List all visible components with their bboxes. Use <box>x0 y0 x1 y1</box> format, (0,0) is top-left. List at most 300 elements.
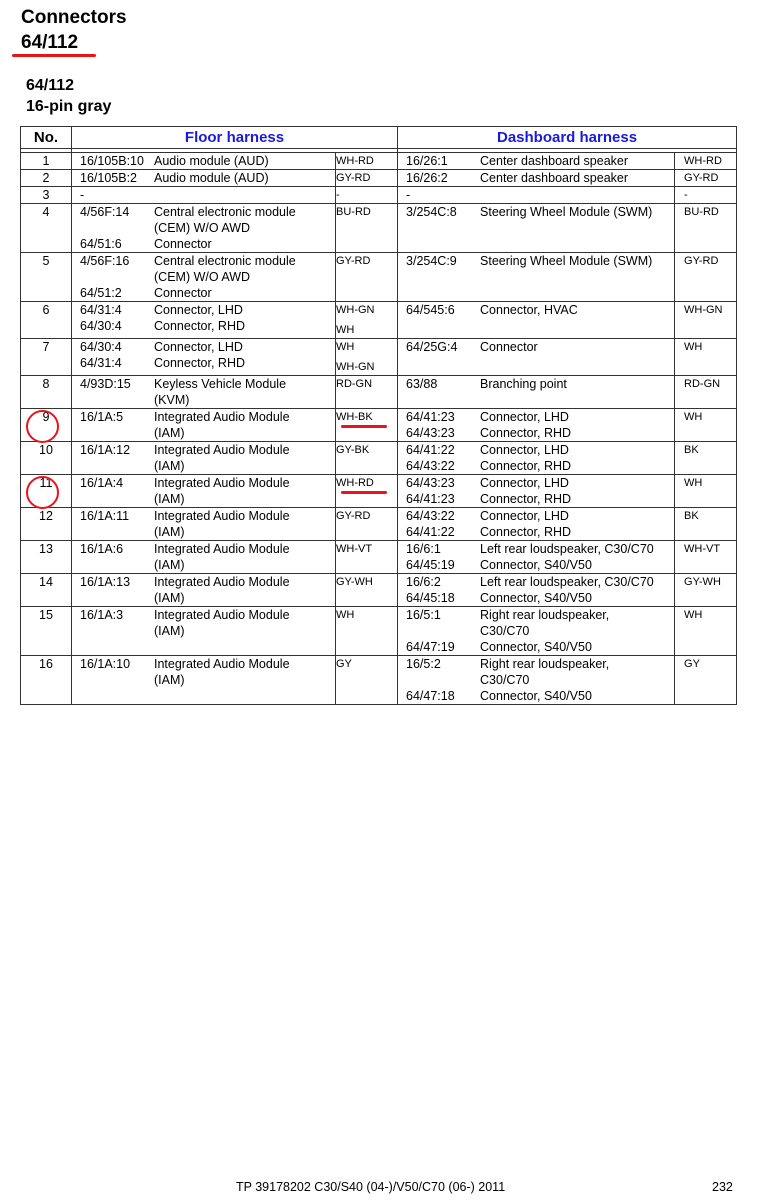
dash-harness-cell <box>398 302 675 339</box>
component-description: Connector, RHD <box>480 525 572 539</box>
table-row <box>21 574 737 607</box>
floor-harness-cell <box>72 409 336 442</box>
connection-line <box>398 688 674 704</box>
connector-pin: 64/47:18 <box>406 689 455 703</box>
table-row <box>21 204 737 253</box>
component-description: (IAM) <box>154 459 185 473</box>
component-description: Branching point <box>480 377 567 391</box>
component-description: Integrated Audio Module <box>154 443 290 457</box>
connection-line <box>72 355 335 371</box>
component-description: Audio module (AUD) <box>154 154 269 168</box>
floor_color-wire-color <box>336 253 398 302</box>
connection-line <box>72 491 335 507</box>
connection-line <box>72 302 335 318</box>
connection-line <box>398 541 674 557</box>
connection-line <box>72 590 335 606</box>
connector-pin: 16/26:1 <box>406 154 448 168</box>
connection-line <box>72 541 335 557</box>
connection-line <box>398 170 674 186</box>
connector-pin <box>398 672 480 688</box>
wire-color-code: WH-GN <box>684 304 723 316</box>
pin-number: 1 <box>21 153 72 170</box>
connection-line <box>72 285 335 301</box>
floor-harness-cell <box>72 153 336 170</box>
dash_color-wire-color <box>675 574 737 607</box>
connection-line <box>398 607 674 623</box>
pin-number: 6 <box>21 302 72 339</box>
pin-number: 2 <box>21 170 72 187</box>
component-description: Connector, LHD <box>480 443 569 457</box>
dash_color-wire-color <box>675 607 737 656</box>
floor-harness-cell <box>72 170 336 187</box>
floor_color-wire-color <box>336 376 398 409</box>
dash_color-wire-color <box>675 475 737 508</box>
connector-pin <box>72 557 154 573</box>
table-row <box>21 170 737 187</box>
connection-line <box>72 508 335 524</box>
table-row <box>21 253 737 302</box>
wire-color-code: RD-GN <box>336 378 373 390</box>
component-description: Connector, S40/V50 <box>480 558 592 572</box>
page-header-title: Connectors <box>21 7 127 28</box>
wire-color-code: GY <box>684 658 700 670</box>
red-underline-mark <box>341 491 387 494</box>
connection-line <box>398 425 674 441</box>
connection-line <box>72 574 335 590</box>
component-description: Left rear loudspeaker, C30/C70 <box>480 575 654 589</box>
pin-number: 3 <box>21 187 72 204</box>
connector-pin: 64/41:23 <box>406 492 455 506</box>
dash-harness-cell <box>398 339 675 376</box>
component-description: Connector, LHD <box>480 410 569 424</box>
red-circle-mark <box>26 476 59 509</box>
connection-line <box>72 623 335 639</box>
dash_color-wire-color <box>675 376 737 409</box>
connection-line <box>72 475 335 491</box>
floor_color-wire-color <box>336 302 398 339</box>
connector-pin <box>72 590 154 606</box>
page-header-subtitle: 64/112 <box>21 32 79 53</box>
floor_color-wire-color <box>336 409 398 442</box>
floor-harness-cell <box>72 508 336 541</box>
dash-harness-cell <box>398 475 675 508</box>
component-description: Right rear loudspeaker, <box>480 608 610 622</box>
connection-line <box>398 524 674 540</box>
component-description: Connector, LHD <box>480 476 569 490</box>
connection-line <box>398 475 674 491</box>
connector-pin <box>72 269 154 285</box>
table-body <box>21 153 737 705</box>
component-description: Connector, RHD <box>154 356 246 370</box>
connector-pin <box>72 491 154 507</box>
connector-pin <box>72 220 154 236</box>
wire-color-code: WH-RD <box>336 477 374 489</box>
floor_color-wire-color <box>336 607 398 656</box>
floor-harness-cell <box>72 302 336 339</box>
component-description: (IAM) <box>154 558 185 572</box>
wire-color-code: - <box>684 189 688 201</box>
component-description: Connector <box>480 340 538 354</box>
connector-pin: 64/43:22 <box>406 459 455 473</box>
connector-pin: 64/41:22 <box>406 525 455 539</box>
page-number: 232 <box>712 1180 733 1194</box>
connector-pin <box>72 524 154 540</box>
table-row <box>21 607 737 656</box>
dash-harness-cell <box>398 204 675 253</box>
dash_color-wire-color <box>675 339 737 376</box>
wire-color-code: GY <box>336 658 352 670</box>
connector-pin: 63/88 <box>406 377 438 391</box>
pin-number: 9 <box>21 409 72 442</box>
col-header-no: No. <box>21 127 72 149</box>
wire-color-code: GY-RD <box>336 510 371 522</box>
table-row <box>21 302 737 339</box>
component-description: Integrated Audio Module <box>154 509 290 523</box>
component-description: (CEM) W/O AWD <box>154 270 251 284</box>
table-row <box>21 656 737 705</box>
floor_color-wire-color <box>336 656 398 705</box>
component-description: (IAM) <box>154 591 185 605</box>
dash-harness-cell <box>398 409 675 442</box>
floor-harness-cell <box>72 475 336 508</box>
col-header-floor: Floor harness <box>72 127 398 149</box>
table-header-row <box>21 127 737 149</box>
connector-table <box>20 126 737 705</box>
connection-line <box>398 672 674 688</box>
red-circle-mark <box>26 410 59 443</box>
floor-harness-cell <box>72 204 336 253</box>
component-description: (KVM) <box>154 393 190 407</box>
wire-color-code: WH-VT <box>684 543 721 555</box>
dash-harness-cell <box>398 153 675 170</box>
component-description: Steering Wheel Module (SWM) <box>480 254 653 268</box>
floor-harness-cell <box>72 656 336 705</box>
connection-line <box>398 590 674 606</box>
connector-pin: 64/43:23 <box>406 426 455 440</box>
component-description: (IAM) <box>154 492 185 506</box>
dash_color-wire-color <box>675 170 737 187</box>
connection-line <box>398 302 674 318</box>
connection-line <box>72 524 335 540</box>
dash_color-wire-color <box>675 302 737 339</box>
wire-color-code: WH <box>684 341 703 353</box>
floor_color-wire-color <box>336 442 398 475</box>
connector-pin: 16/6:1 <box>406 542 441 556</box>
wire-color-code: WH-RD <box>336 155 374 167</box>
connector-pin: 64/545:6 <box>406 303 455 317</box>
floor_color-wire-color <box>336 508 398 541</box>
connector-pin <box>72 458 154 474</box>
component-description: Audio module (AUD) <box>154 171 269 185</box>
connector-pin: 4/56F:16 <box>80 254 130 268</box>
wire-color-code: RD-GN <box>684 378 721 390</box>
component-description: Connector, HVAC <box>480 303 578 317</box>
connector-pin: 16/1A:3 <box>80 608 124 622</box>
footer-doc-id: TP 39178202 C30/S40 (04-)/V50/C70 (06-) 2011 <box>236 1180 506 1194</box>
wire-color-code: GY-RD <box>336 255 371 267</box>
component-description: Integrated Audio Module <box>154 410 290 424</box>
component-description: Steering Wheel Module (SWM) <box>480 205 653 219</box>
connector-pin: 16/6:2 <box>406 575 441 589</box>
pin-number: 14 <box>21 574 72 607</box>
connection-line <box>398 623 674 639</box>
connection-line <box>398 153 674 169</box>
table-row <box>21 153 737 170</box>
component-description: Central electronic module <box>154 205 296 219</box>
pin-number: 5 <box>21 253 72 302</box>
connector-pin: 16/1A:13 <box>80 575 131 589</box>
header-underline <box>12 54 96 57</box>
connector-pin: 64/47:19 <box>406 640 455 654</box>
dash_color-wire-color <box>675 253 737 302</box>
table-row <box>21 376 737 409</box>
connector-pin: 64/25G:4 <box>406 340 458 354</box>
connector-pin: 16/1A:6 <box>80 542 124 556</box>
connector-pin: 16/105B:10 <box>80 154 144 168</box>
connector-pin: 16/1A:4 <box>80 476 124 490</box>
floor_color-wire-color <box>336 339 398 376</box>
connector-pin: 16/26:2 <box>406 171 448 185</box>
connector-pin: 16/1A:10 <box>80 657 131 671</box>
component-description: Connector, S40/V50 <box>480 591 592 605</box>
component-description: Center dashboard speaker <box>480 171 629 185</box>
component-description: Connector, RHD <box>480 426 572 440</box>
connection-line <box>72 204 335 220</box>
component-description: C30/C70 <box>480 673 530 687</box>
wire-color-code: WH-GN <box>336 361 375 373</box>
connection-line <box>72 376 335 392</box>
table-row <box>21 187 737 204</box>
connection-line <box>398 574 674 590</box>
connection-line <box>72 656 335 672</box>
connection-line <box>398 409 674 425</box>
section-subtitle: 16-pin gray <box>26 98 112 115</box>
connector-pin: 64/45:18 <box>406 591 455 605</box>
dash-harness-cell <box>398 574 675 607</box>
wire-color-code: WH <box>336 324 355 336</box>
connector-pin: - <box>80 188 85 202</box>
connector-pin: 64/31:4 <box>80 356 122 370</box>
component-description: Center dashboard speaker <box>480 154 629 168</box>
component-description: (IAM) <box>154 673 185 687</box>
component-description: C30/C70 <box>480 624 530 638</box>
component-description: Connector, LHD <box>480 509 569 523</box>
floor_color-wire-color <box>336 475 398 508</box>
component-description: Connector, S40/V50 <box>480 640 592 654</box>
connector-pin: 64/51:2 <box>80 286 122 300</box>
connection-line <box>72 187 335 203</box>
connection-line <box>398 253 674 269</box>
floor-harness-cell <box>72 607 336 656</box>
floor_color-wire-color <box>336 541 398 574</box>
connection-line <box>72 392 335 408</box>
component-description: Integrated Audio Module <box>154 575 290 589</box>
connector-pin: 64/41:23 <box>406 410 455 424</box>
connector-pin: 16/5:1 <box>406 608 441 622</box>
connection-line <box>398 491 674 507</box>
connection-line <box>72 607 335 623</box>
connector-pin: 64/51:6 <box>80 237 122 251</box>
wire-color-code: WH <box>684 477 703 489</box>
component-description: Connector <box>154 237 212 251</box>
wire-color-code: GY-RD <box>684 172 719 184</box>
pin-number: 12 <box>21 508 72 541</box>
connection-line <box>398 508 674 524</box>
wire-color-code: BK <box>684 510 699 522</box>
dash_color-wire-color <box>675 508 737 541</box>
dash-harness-cell <box>398 187 675 204</box>
pin-number: 7 <box>21 339 72 376</box>
component-description: Connector, RHD <box>154 319 246 333</box>
wire-color-code: GY-RD <box>336 172 371 184</box>
floor-harness-cell <box>72 253 336 302</box>
pin-number: 16 <box>21 656 72 705</box>
dash_color-wire-color <box>675 187 737 204</box>
component-description: Right rear loudspeaker, <box>480 657 610 671</box>
wire-color-code: WH-GN <box>336 304 375 316</box>
component-description: Connector, S40/V50 <box>480 689 592 703</box>
wire-color-code: WH <box>684 411 703 423</box>
component-description: (IAM) <box>154 624 185 638</box>
connection-line <box>72 458 335 474</box>
wire-color-code: GY-WH <box>336 576 373 588</box>
connection-line <box>72 425 335 441</box>
connection-line <box>398 376 674 392</box>
dash-harness-cell <box>398 376 675 409</box>
floor-harness-cell <box>72 376 336 409</box>
dash_color-wire-color <box>675 442 737 475</box>
floor_color-wire-color <box>336 574 398 607</box>
component-description: Integrated Audio Module <box>154 542 290 556</box>
pin-number: 8 <box>21 376 72 409</box>
dash-harness-cell <box>398 253 675 302</box>
connection-line <box>398 656 674 672</box>
pin-number: 11 <box>21 475 72 508</box>
connection-line <box>72 557 335 573</box>
connector-pin <box>72 672 154 688</box>
dash-harness-cell <box>398 541 675 574</box>
connector-pin: 64/41:22 <box>406 443 455 457</box>
connector-pin <box>398 623 480 639</box>
component-description: Connector, LHD <box>154 303 243 317</box>
component-description: (CEM) W/O AWD <box>154 221 251 235</box>
connection-line <box>72 153 335 169</box>
component-description: (IAM) <box>154 525 185 539</box>
connection-line <box>398 639 674 655</box>
component-description: (IAM) <box>154 426 185 440</box>
wire-color-code: GY-WH <box>684 576 721 588</box>
component-description: Connector <box>154 286 212 300</box>
connection-line <box>72 318 335 334</box>
table-row <box>21 508 737 541</box>
floor_color-wire-color <box>336 204 398 253</box>
connection-line <box>72 170 335 186</box>
connection-line <box>398 339 674 355</box>
dash_color-wire-color <box>675 656 737 705</box>
connection-line <box>72 672 335 688</box>
connector-pin <box>72 623 154 639</box>
floor-harness-cell <box>72 339 336 376</box>
component-description: Connector, RHD <box>480 459 572 473</box>
connector-pin: 3/254C:8 <box>406 205 457 219</box>
connector-pin: - <box>406 188 411 202</box>
wire-color-code: GY-BK <box>336 444 370 456</box>
wire-color-code: GY-RD <box>684 255 719 267</box>
wire-color-code: BK <box>684 444 699 456</box>
dash_color-wire-color <box>675 541 737 574</box>
table-row <box>21 409 737 442</box>
floor_color-wire-color <box>336 187 398 204</box>
component-description: Integrated Audio Module <box>154 657 290 671</box>
connector-pin <box>72 425 154 441</box>
pin-number: 15 <box>21 607 72 656</box>
connection-line <box>398 442 674 458</box>
connector-pin: 4/56F:14 <box>80 205 130 219</box>
wire-color-code: WH <box>336 609 355 621</box>
connection-line <box>72 253 335 269</box>
connector-pin: 64/45:19 <box>406 558 455 572</box>
dash-harness-cell <box>398 442 675 475</box>
connector-pin: 64/31:4 <box>80 303 122 317</box>
component-description: Central electronic module <box>154 254 296 268</box>
connection-line <box>72 220 335 236</box>
table-row <box>21 442 737 475</box>
pin-number: 4 <box>21 204 72 253</box>
component-description: Connector, RHD <box>480 492 572 506</box>
wire-color-code: WH-RD <box>684 155 722 167</box>
table-row <box>21 339 737 376</box>
pin-number: 13 <box>21 541 72 574</box>
dash-harness-cell <box>398 508 675 541</box>
component-description: Keyless Vehicle Module <box>154 377 287 391</box>
table-row <box>21 541 737 574</box>
connection-line <box>398 204 674 220</box>
dash_color-wire-color <box>675 409 737 442</box>
wire-color-code: WH-VT <box>336 543 373 555</box>
dash_color-wire-color <box>675 204 737 253</box>
connector-pin: 16/1A:12 <box>80 443 131 457</box>
connector-pin <box>72 392 154 408</box>
dash-harness-cell <box>398 170 675 187</box>
connection-line <box>72 409 335 425</box>
connector-pin: 16/5:2 <box>406 657 441 671</box>
component-description: Integrated Audio Module <box>154 476 290 490</box>
component-description <box>154 187 335 203</box>
floor_color-wire-color <box>336 170 398 187</box>
section-title: 64/112 <box>26 77 75 94</box>
wire-color-code: WH-BK <box>336 411 373 423</box>
col-header-dash: Dashboard harness <box>398 127 737 149</box>
red-underline-mark <box>341 425 387 428</box>
connector-pin: 16/105B:2 <box>80 171 137 185</box>
connector-pin: 64/30:4 <box>80 319 122 333</box>
component-description: Connector, LHD <box>154 340 243 354</box>
connection-line <box>398 557 674 573</box>
wire-color-code: WH <box>684 609 703 621</box>
connection-line <box>72 269 335 285</box>
connector-pin: 16/1A:11 <box>80 509 130 523</box>
component-description: Integrated Audio Module <box>154 608 290 622</box>
dash-harness-cell <box>398 607 675 656</box>
floor-harness-cell <box>72 187 336 204</box>
pin-number: 10 <box>21 442 72 475</box>
wire-color-code: BU-RD <box>336 206 371 218</box>
connection-line <box>398 458 674 474</box>
connector-pin: 16/1A:5 <box>80 410 124 424</box>
connector-pin: 3/254C:9 <box>406 254 457 268</box>
connection-line <box>72 442 335 458</box>
connector-pin: 4/93D:15 <box>80 377 131 391</box>
